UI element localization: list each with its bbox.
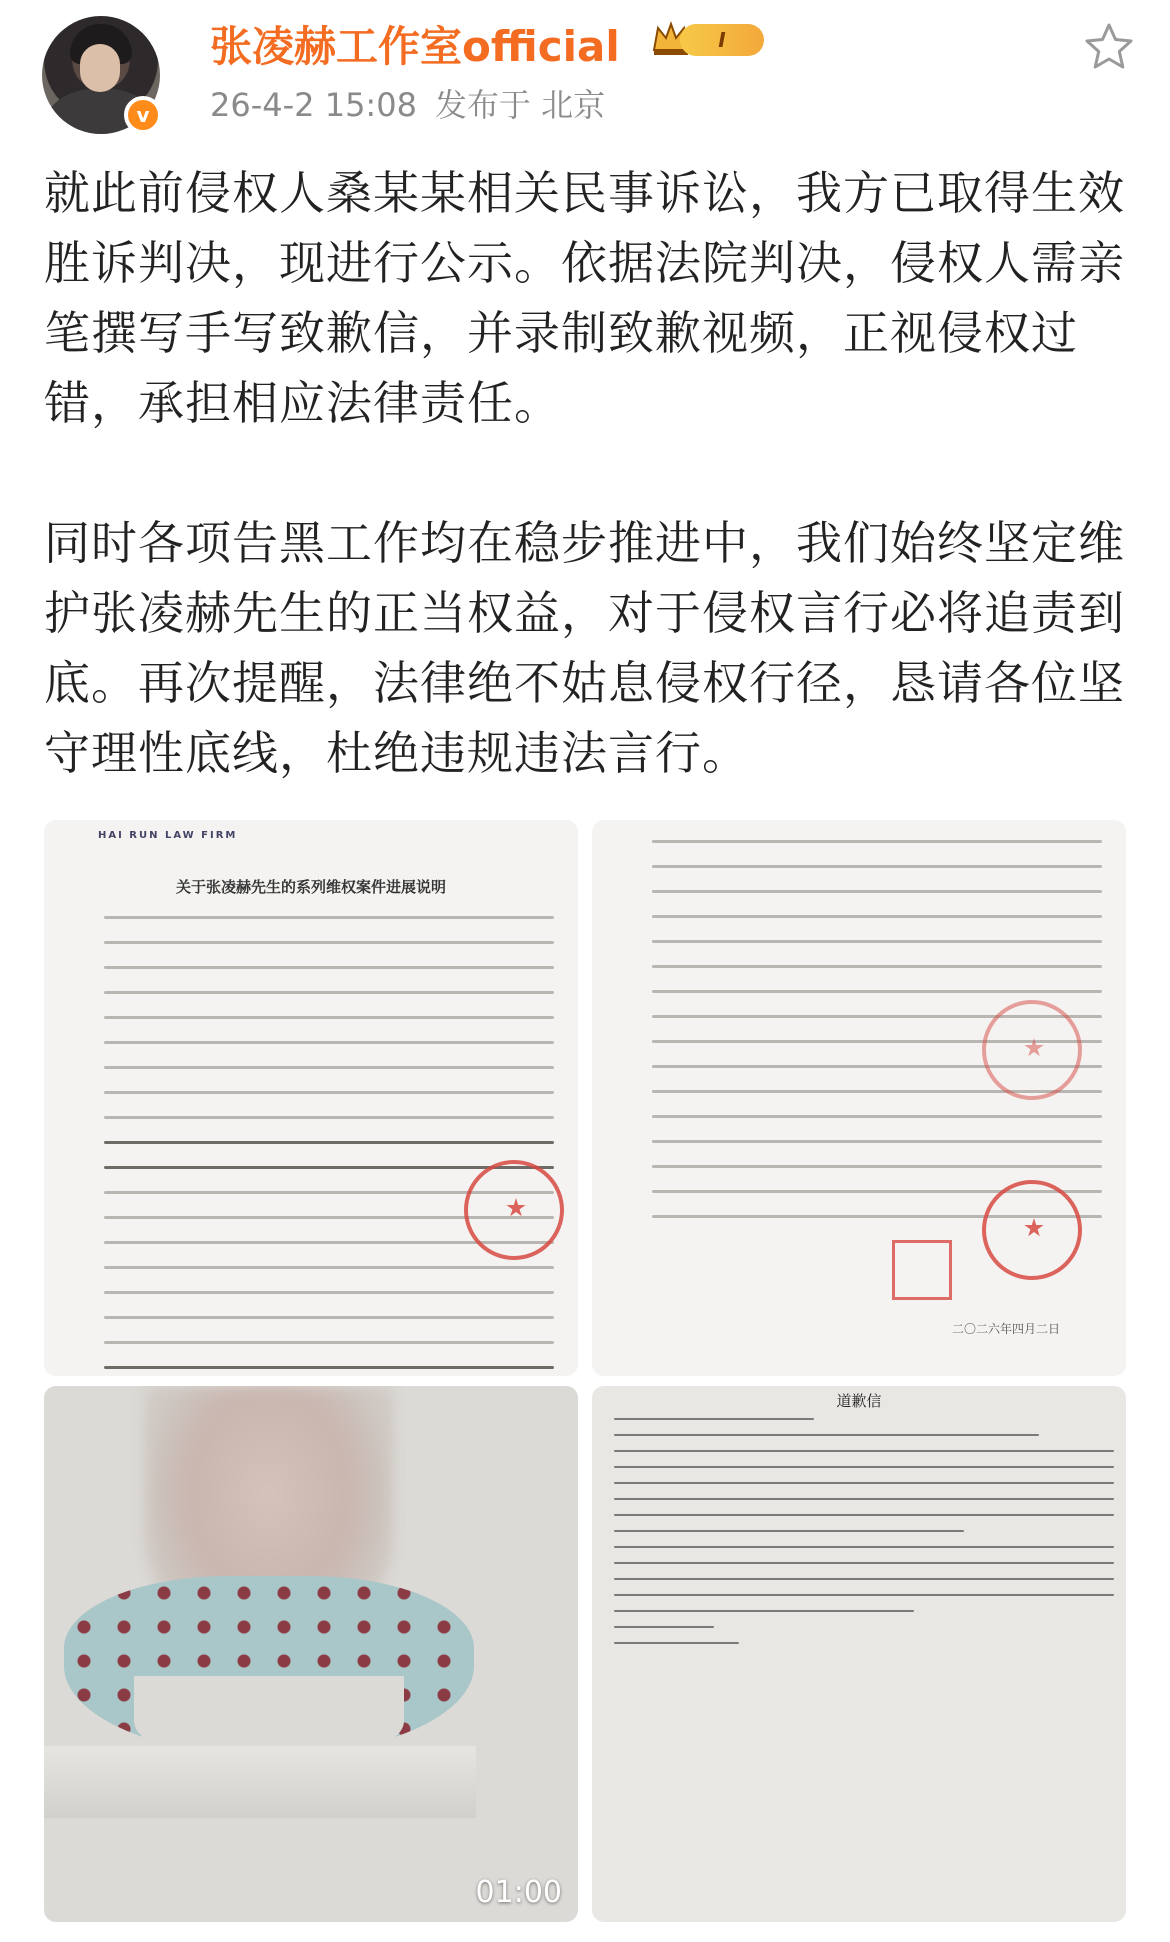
video-duration: 01:00 bbox=[475, 1875, 562, 1910]
post-text bbox=[44, 158, 1134, 788]
vip-badge[interactable] bbox=[650, 18, 768, 60]
document-text bbox=[104, 916, 554, 1376]
post-paragraph-2: 同时各项告黑工作均在稳步推进中，我们始终坚定维护张凌赫先生的正当权益，对于侵权言行必将追责到底。再次提醒，法律绝不姑息侵权行径，恳请各位坚守理性底线，杜绝违规违法言行。 bbox=[44, 516, 1125, 780]
law-firm-seal bbox=[982, 1180, 1082, 1280]
level-badge: Ⅰ bbox=[680, 24, 764, 56]
handwritten-text bbox=[614, 1418, 1114, 1658]
post-location: 发布于 北京 bbox=[434, 86, 606, 124]
star-icon[interactable] bbox=[1082, 20, 1136, 74]
image-document-page-1[interactable] bbox=[44, 820, 578, 1376]
lawyer-stamp bbox=[892, 1240, 952, 1300]
video-thumbnail[interactable] bbox=[44, 1386, 578, 1922]
account-name[interactable]: 张凌赫工作室official bbox=[210, 22, 620, 71]
document-title: 关于张凌赫先生的系列维权案件进展说明 bbox=[175, 878, 446, 896]
post-header bbox=[0, 0, 1170, 140]
image-document-page-2[interactable] bbox=[592, 820, 1126, 1376]
image-apology-letter[interactable] bbox=[592, 1386, 1126, 1922]
law-firm-seal bbox=[464, 1160, 564, 1260]
document-date: 二〇二六年四月二日 bbox=[952, 1322, 1061, 1336]
post-meta bbox=[210, 80, 605, 126]
post-paragraph-1: 就此前侵权人桑某某相关民事诉讼，我方已取得生效胜诉判决，现进行公示。依据法院判决，侵权人需亲笔撰写手写致歉信，并录制致歉视频，正视侵权过错，承担相应法律责任。 bbox=[44, 166, 1125, 430]
firm-logo: HAI RUN LAW FIRM bbox=[98, 830, 238, 841]
verified-icon: v bbox=[124, 96, 162, 134]
letter-title: 道歉信 bbox=[836, 1392, 882, 1410]
law-firm-seal-2 bbox=[982, 1000, 1082, 1100]
pillow bbox=[44, 1746, 476, 1818]
post-time: 26-4-2 15:08 bbox=[210, 86, 417, 124]
avatar-face bbox=[80, 44, 120, 92]
